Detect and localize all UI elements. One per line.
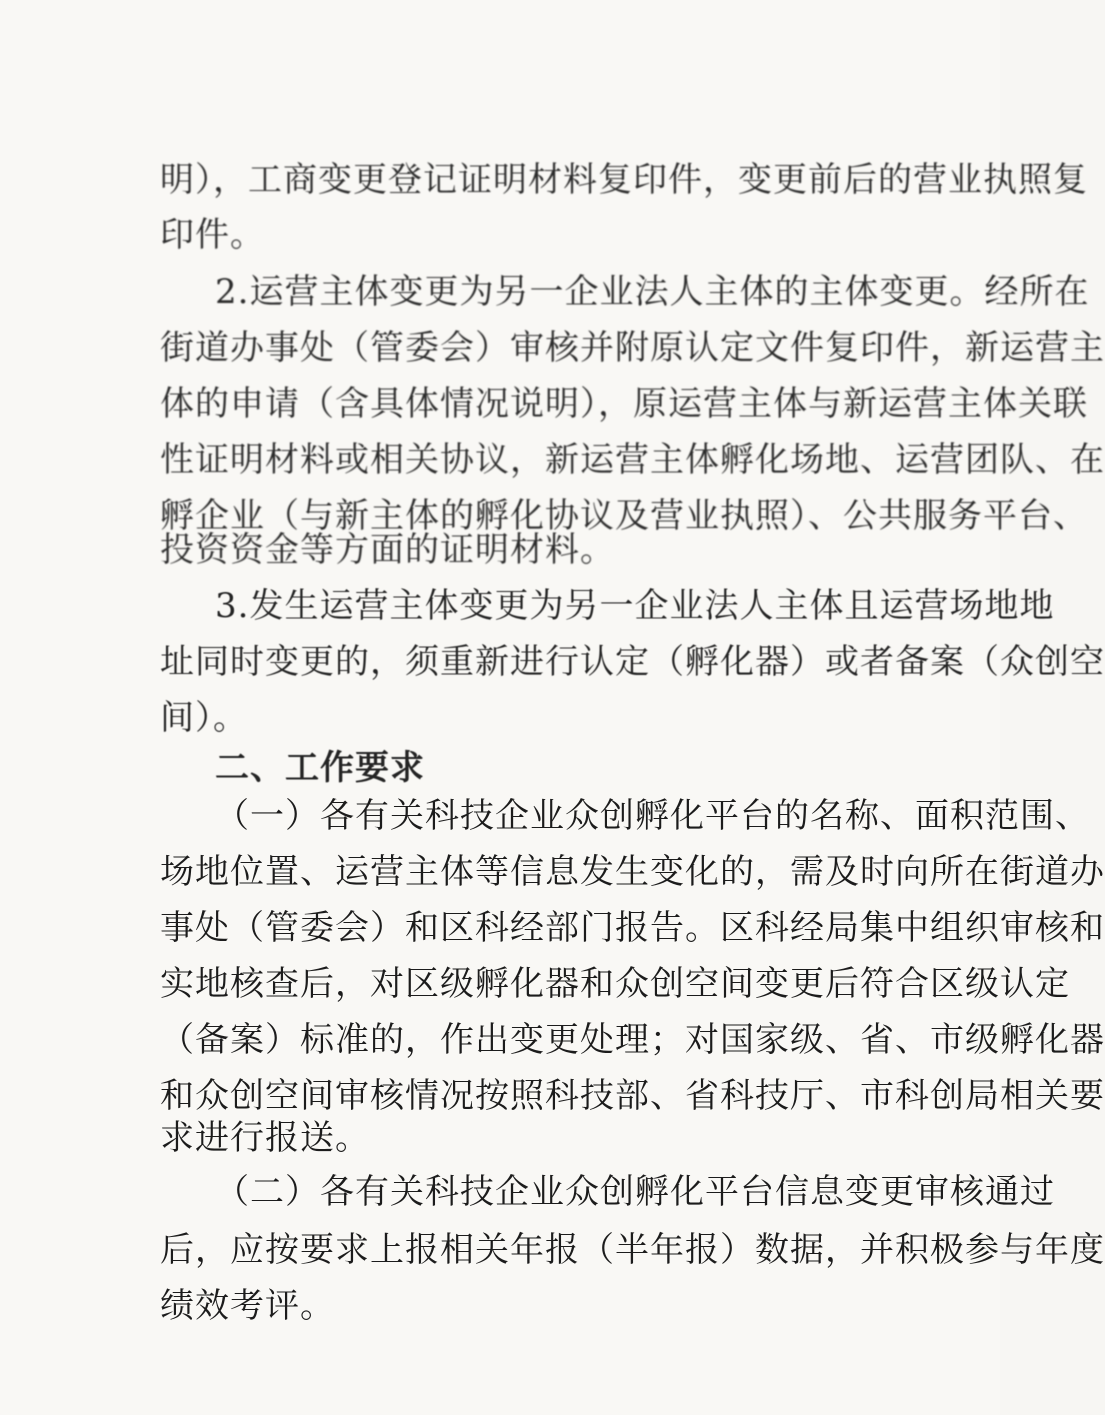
text-line-22: 绩效考评。 [160, 1286, 335, 1326]
text-line-4: 街道办事处（管委会）审核并附原认定文件复印件，新运营主 [160, 328, 1105, 368]
text-line-10: 址同时变更的，须重新进行认定（孵化器）或者备案（众创空 [160, 642, 1105, 682]
text-line-21: 后，应按要求上报相关年报（半年报）数据，并积极参与年度 [160, 1230, 1105, 1270]
text-line-11: 间）。 [160, 698, 248, 738]
text-line-17: （备案）标准的，作出变更处理；对国家级、省、市级孵化器 [160, 1020, 1105, 1060]
text-line-19: 求进行报送。 [160, 1118, 370, 1158]
text-line-20: （二）各有关科技企业众创孵化平台信息变更审核通过 [215, 1172, 1055, 1212]
text-line-5: 体的申请（含具体情况说明），原运营主体与新运营主体关联 [160, 384, 1088, 424]
text-line-18: 和众创空间审核情况按照科技部、省科技厅、市科创局相关要 [160, 1076, 1105, 1116]
text-line-6: 性证明材料或相关协议，新运营主体孵化场地、运营团队、在 [160, 440, 1105, 480]
text-line-3: 2.运营主体变更为另一企业法人主体的主体变更。经所在 [215, 272, 1090, 312]
text-line-16: 实地核查后，对区级孵化器和众创空间变更后符合区级认定 [160, 964, 1070, 1004]
text-line-1: 明），工商变更登记证明材料复印件，变更前后的营业执照复 [160, 160, 1088, 200]
text-line-7: 孵企业（与新主体的孵化协议及营业执照）、公共服务平台、 [160, 496, 1088, 536]
text-line-15: 事处（管委会）和区科经部门报告。区科经局集中组织审核和 [160, 908, 1105, 948]
text-line-9: 3.发生运营主体变更为另一企业法人主体且运营场地地 [215, 586, 1055, 626]
section-heading: 二、工作要求 [215, 748, 425, 788]
text-line-14: 场地位置、运营主体等信息发生变化的，需及时向所在街道办 [160, 852, 1105, 892]
text-line-2: 印件。 [160, 215, 265, 255]
text-line-8: 投资资金等方面的证明材料。 [160, 530, 615, 570]
text-line-13: （一）各有关科技企业众创孵化平台的名称、面积范围、 [215, 796, 1090, 836]
